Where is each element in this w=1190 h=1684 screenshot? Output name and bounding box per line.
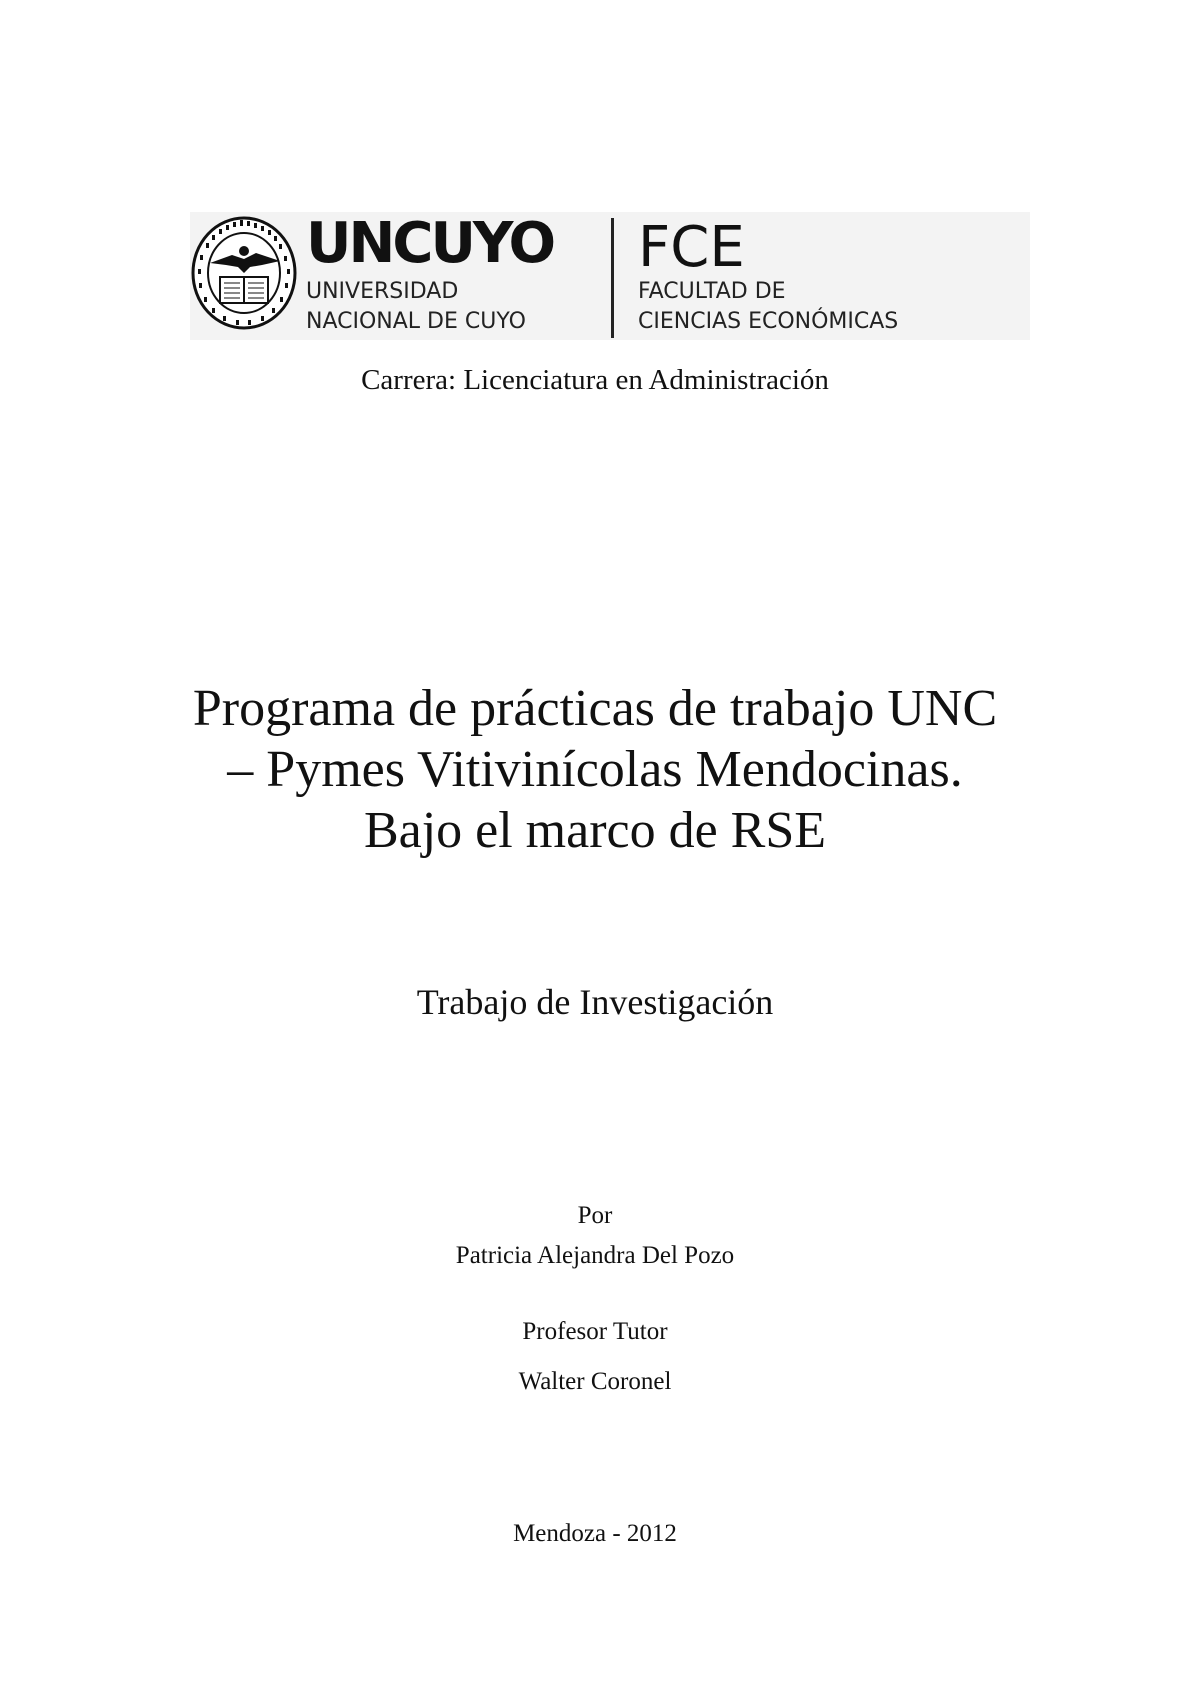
university-seal-icon	[190, 215, 298, 331]
tutor-name: Walter Coronel	[518, 1368, 672, 1395]
faculty-full-name	[638, 277, 898, 337]
title-line-1: Programa de prácticas de trabajo UNC	[192, 680, 998, 737]
uncuyo-wordmark: UNCUYO	[306, 211, 554, 276]
logo-divider	[611, 218, 614, 338]
document-type: Trabajo de Investigación	[416, 982, 774, 1022]
title-line-2: – Pymes Vitivinícolas Mendocinas.	[227, 741, 963, 798]
career-line: Carrera: Licenciatura en Administración	[361, 364, 829, 396]
university-full-name	[306, 277, 526, 337]
author-label: Por	[577, 1202, 613, 1229]
author-name: Patricia Alejandra Del Pozo	[455, 1242, 735, 1269]
faculty-line-1: FACULTAD DE	[638, 279, 786, 304]
tutor-label: Profesor Tutor	[522, 1318, 668, 1345]
university-line-2: NACIONAL DE CUYO	[306, 309, 526, 334]
title-line-3: Bajo el marco de RSE	[363, 802, 827, 859]
faculty-line-2: CIENCIAS ECONÓMICAS	[638, 309, 899, 334]
place-date: Mendoza - 2012	[513, 1520, 677, 1547]
document-title	[0, 678, 1190, 861]
fce-wordmark: FCE	[638, 215, 745, 280]
university-line-1: UNIVERSIDAD	[306, 279, 459, 304]
